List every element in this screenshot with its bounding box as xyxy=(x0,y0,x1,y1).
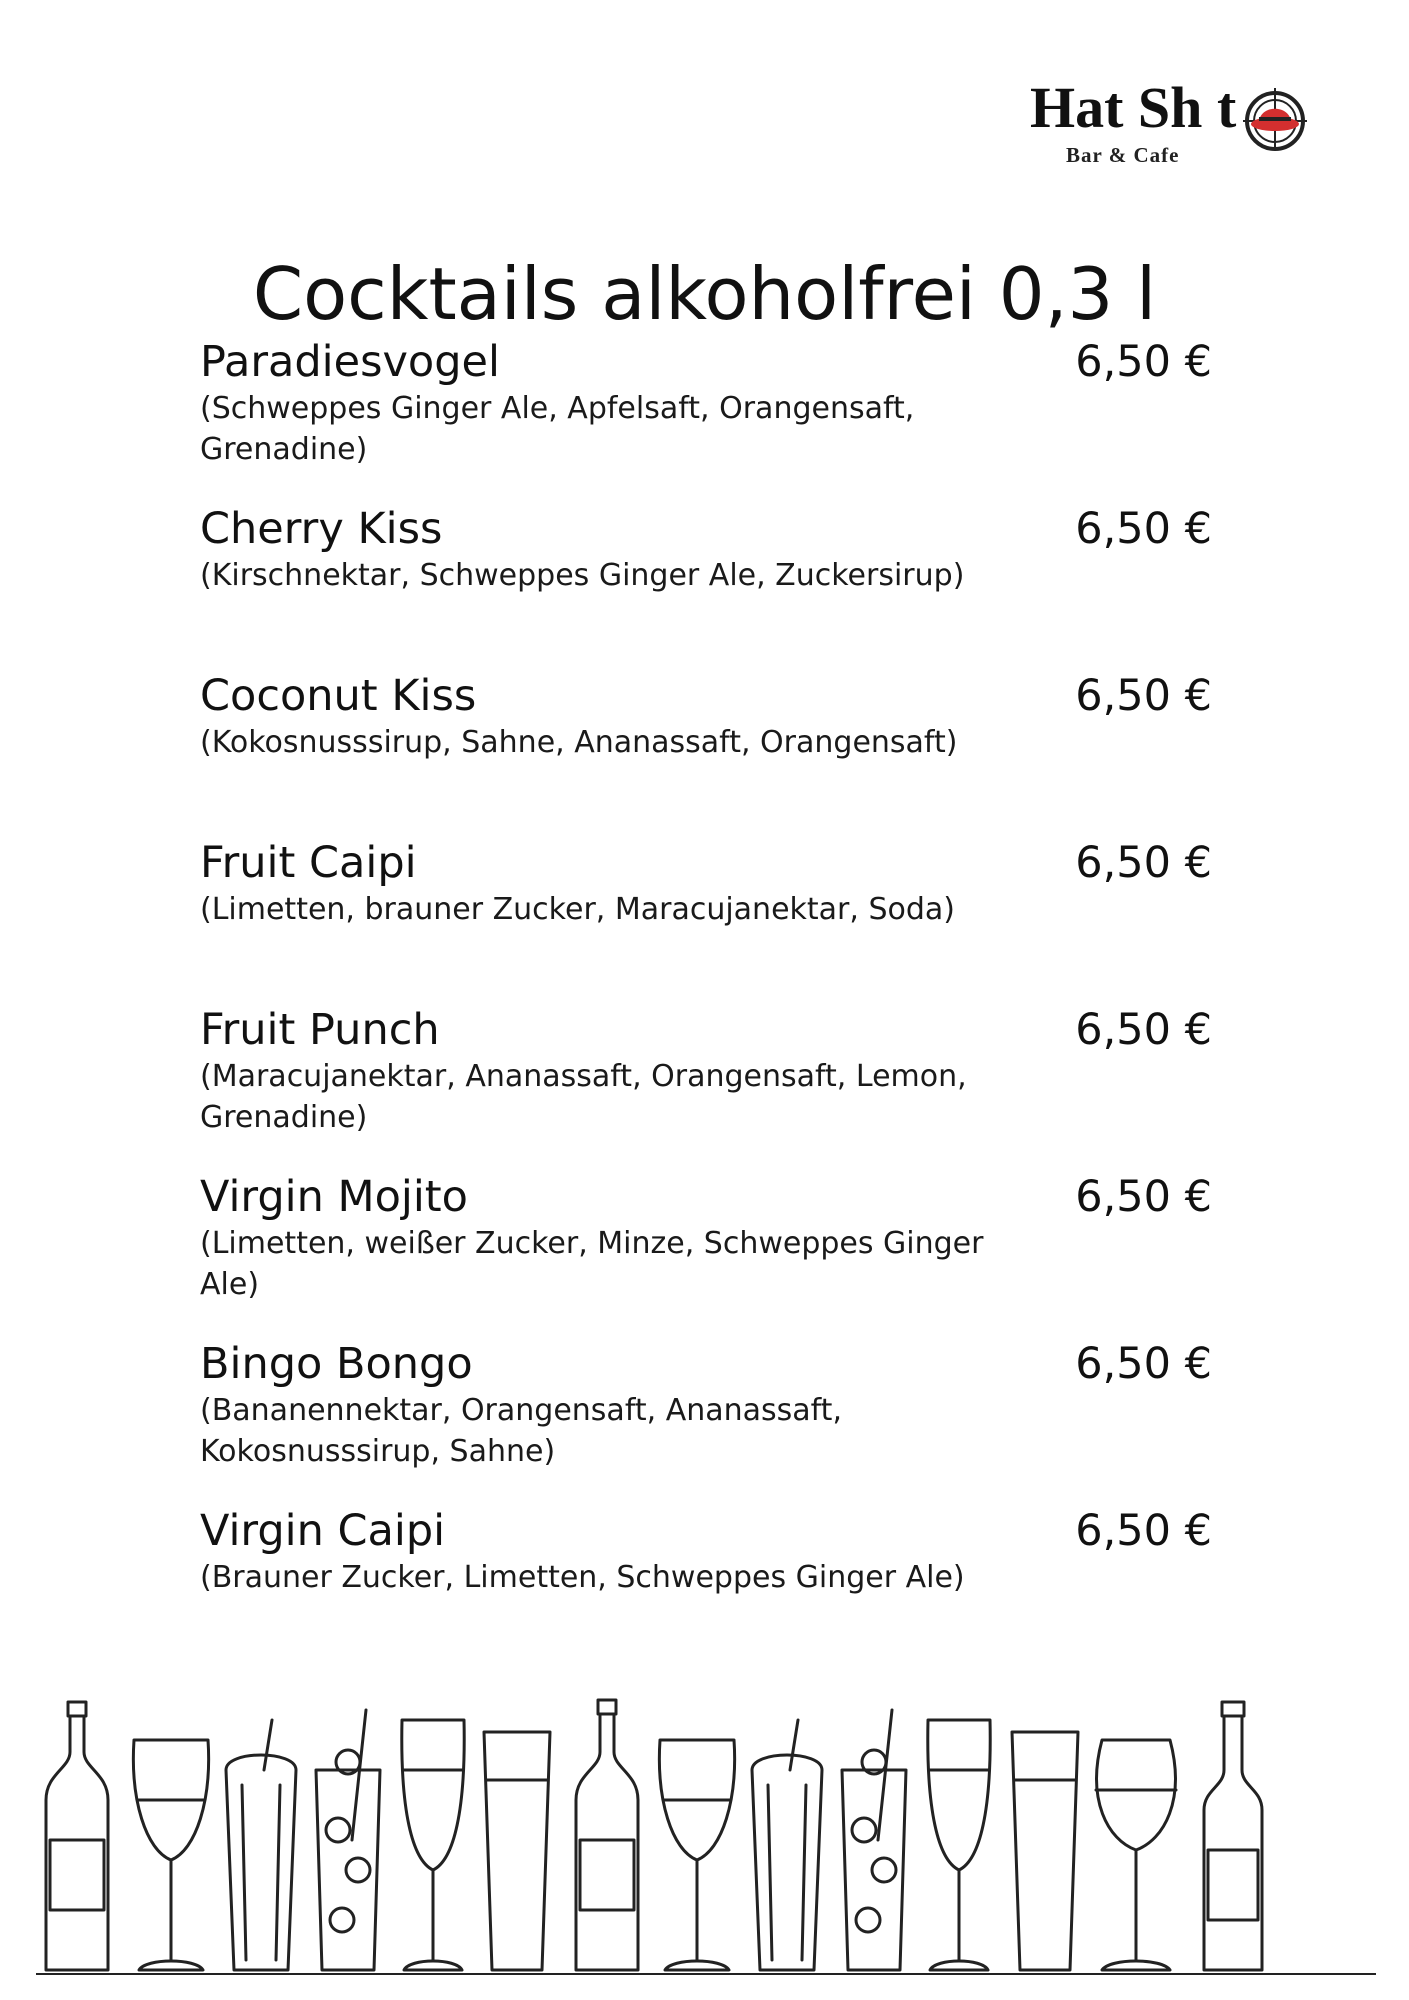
beer-glass-icon xyxy=(752,1720,822,1970)
glassware-illustration xyxy=(36,1690,1376,1980)
wine-glass-icon xyxy=(659,1740,734,1970)
menu-item xyxy=(200,1004,1212,1171)
item-name: Bingo Bongo xyxy=(200,1339,473,1389)
brand-name: Hat Sh t xyxy=(1030,75,1237,140)
bottle-icon xyxy=(1204,1702,1262,1970)
bottle-icon xyxy=(46,1702,108,1970)
menu-item xyxy=(200,1505,1212,1672)
menu-item xyxy=(200,670,1212,837)
cocktail-glass-icon xyxy=(316,1710,380,1970)
item-price: 6,50 € xyxy=(1075,1005,1212,1055)
item-ingredients: (Schweppes Ginger Ale, Apfelsaft, Orangensaft, Grenadine) xyxy=(200,391,915,467)
wine-glass-icon xyxy=(1096,1740,1176,1970)
item-price: 6,50 € xyxy=(1075,504,1212,554)
item-name: Paradiesvogel xyxy=(200,337,500,387)
item-ingredients: (Kokosnusssirup, Sahne, Ananassaft, Orangensaft) xyxy=(200,725,958,760)
menu-item xyxy=(200,503,1212,670)
item-name: Cherry Kiss xyxy=(200,504,443,554)
cocktail-glass-icon xyxy=(842,1710,906,1970)
item-name: Coconut Kiss xyxy=(200,671,477,721)
item-name: Virgin Caipi xyxy=(200,1506,446,1556)
item-price: 6,50 € xyxy=(1075,1172,1212,1222)
brand-logo xyxy=(1030,76,1350,176)
item-ingredients: (Limetten, brauner Zucker, Maracujanektar, Soda) xyxy=(200,892,955,927)
page-title: Cocktails alkoholfrei 0,3 l xyxy=(252,252,1157,337)
tall-glass-icon xyxy=(484,1732,550,1970)
item-ingredients: (Brauner Zucker, Limetten, Schweppes Ginger Ale) xyxy=(200,1560,965,1595)
menu-item xyxy=(200,1171,1212,1338)
champagne-glass-icon xyxy=(402,1720,464,1970)
menu-item xyxy=(200,336,1212,503)
hat-target-icon xyxy=(1242,86,1308,152)
item-ingredients: (Maracujanektar, Ananassaft, Orangensaft, Lemon, Grenadine) xyxy=(200,1059,967,1135)
item-price: 6,50 € xyxy=(1075,1506,1212,1556)
item-name: Fruit Punch xyxy=(200,1005,440,1055)
bottle-icon xyxy=(576,1700,638,1970)
item-name: Fruit Caipi xyxy=(200,838,417,888)
item-name: Virgin Mojito xyxy=(200,1172,468,1222)
item-ingredients: (Bananennektar, Orangensaft, Ananassaft, Kokosnusssirup, Sahne) xyxy=(200,1393,842,1469)
item-price: 6,50 € xyxy=(1075,838,1212,888)
champagne-glass-icon xyxy=(928,1720,990,1970)
brand-tagline: Bar & Cafe xyxy=(1066,143,1180,167)
menu-item xyxy=(200,1338,1212,1505)
item-price: 6,50 € xyxy=(1075,1339,1212,1389)
wine-glass-icon xyxy=(133,1740,208,1970)
cocktail-menu xyxy=(200,336,1212,1672)
beer-glass-icon xyxy=(226,1720,296,1970)
item-ingredients: (Limetten, weißer Zucker, Minze, Schweppes Ginger Ale) xyxy=(200,1226,984,1302)
tall-glass-icon xyxy=(1012,1732,1078,1970)
menu-item xyxy=(200,837,1212,1004)
item-price: 6,50 € xyxy=(1075,337,1212,387)
item-price: 6,50 € xyxy=(1075,671,1212,721)
item-ingredients: (Kirschnektar, Schweppes Ginger Ale, Zuckersirup) xyxy=(200,558,965,593)
